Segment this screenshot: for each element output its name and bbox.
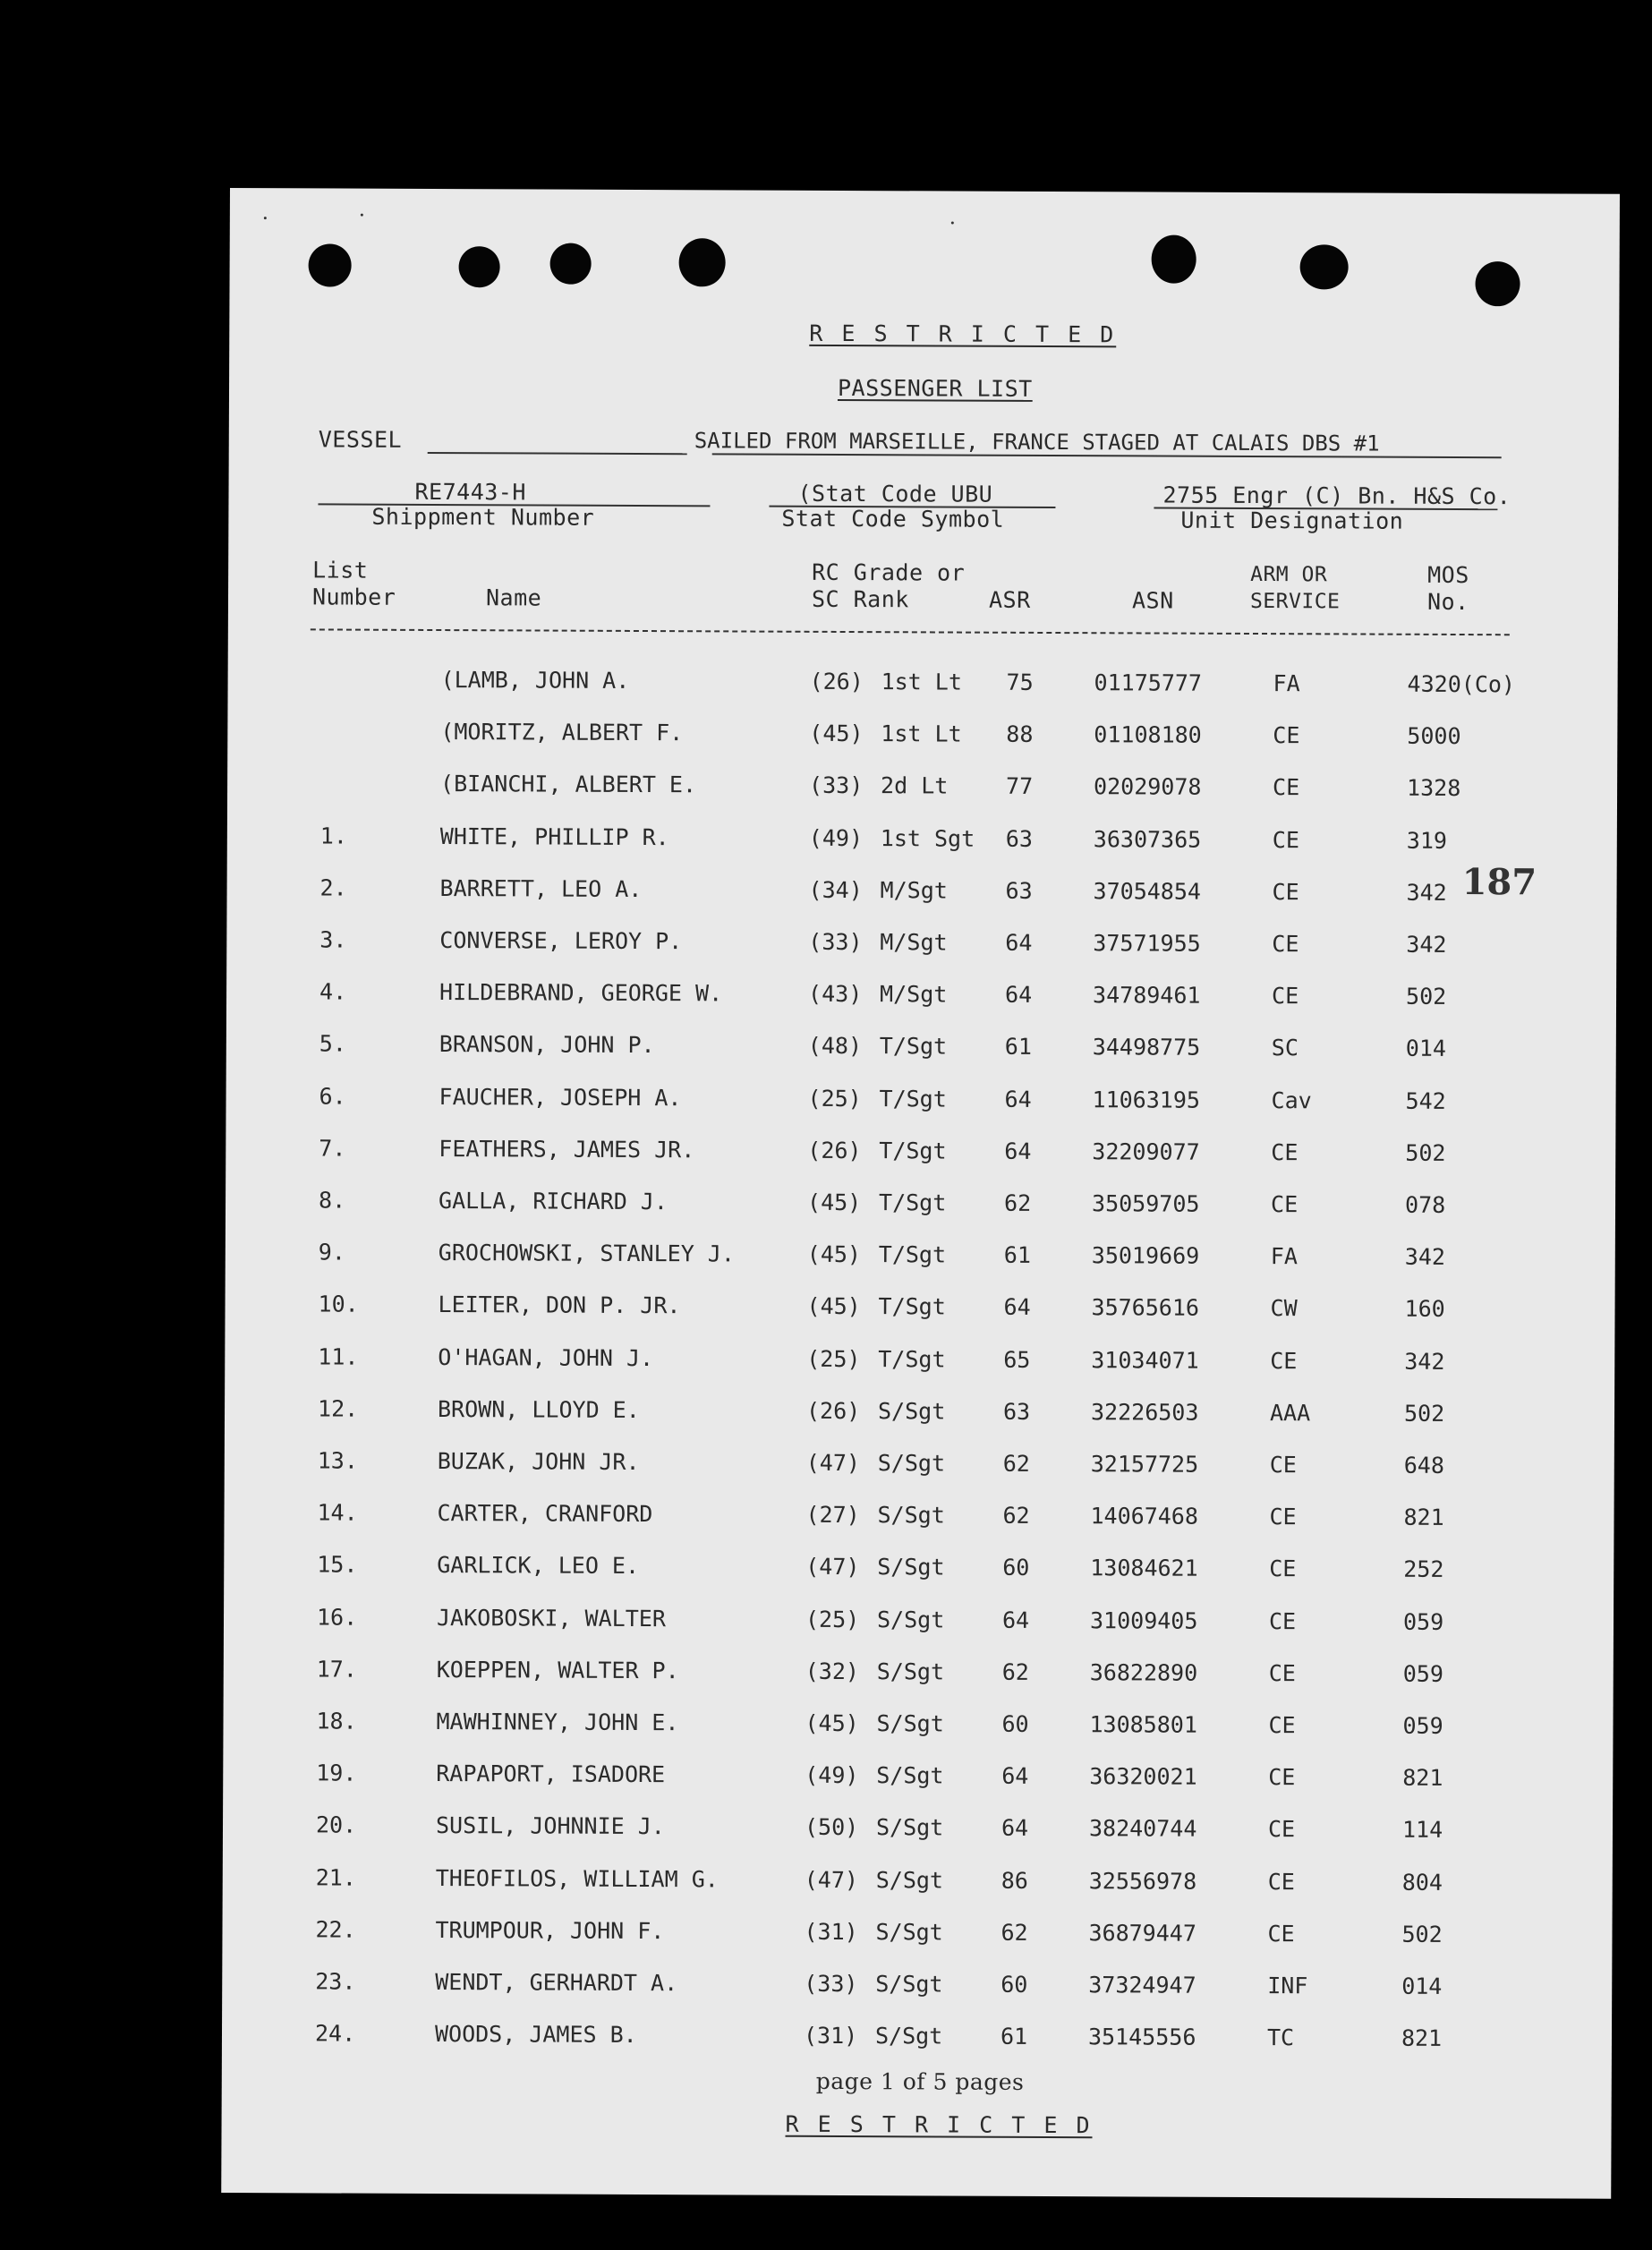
rc-grade-cell: (34)	[808, 876, 863, 903]
name-cell: (BIANCHI, ALBERT E.	[440, 771, 697, 798]
table-row	[224, 1656, 1614, 1698]
name-cell: (LAMB, JOHN A.	[440, 667, 630, 694]
list-number-cell: 14.	[317, 1499, 358, 1526]
rank-cell: 1st Lt	[881, 669, 962, 695]
rc-grade-cell: (25)	[806, 1345, 861, 1372]
asn-cell: 14067468	[1090, 1503, 1199, 1530]
arm-service-cell: CE	[1268, 1764, 1296, 1791]
table-row	[226, 1187, 1615, 1229]
rc-grade-cell: (33)	[809, 772, 864, 799]
arm-service-cell: CE	[1268, 1607, 1297, 1634]
asn-cell: 35019669	[1091, 1242, 1200, 1269]
arm-service-cell: CE	[1270, 1191, 1299, 1218]
asr-cell: 64	[1001, 1607, 1030, 1633]
name-cell: CARTER, CRANFORD	[437, 1500, 653, 1528]
asn-cell: 13085801	[1089, 1711, 1198, 1738]
list-number-cell: 11.	[318, 1343, 359, 1370]
rank-cell: T/Sgt	[878, 1189, 947, 1216]
asn-cell: 32157725	[1090, 1451, 1199, 1478]
asn-cell: 31034071	[1091, 1346, 1199, 1374]
column-header-asr: ASR	[988, 586, 1031, 613]
rc-grade-cell: (50)	[804, 1814, 859, 1841]
asn-cell: 35059705	[1091, 1190, 1200, 1217]
rank-cell: S/Sgt	[875, 1866, 944, 1894]
table-row	[227, 822, 1617, 865]
punch-hole	[679, 238, 726, 286]
arm-service-cell: CE	[1269, 1555, 1297, 1582]
table-row	[226, 1083, 1615, 1125]
list-number-cell: 9.	[318, 1239, 345, 1266]
rc-grade-cell: (45)	[806, 1241, 862, 1268]
asn-cell: 01175777	[1094, 669, 1203, 696]
arm-service-cell: CE	[1273, 722, 1300, 749]
rank-cell: 1st Lt	[881, 720, 962, 747]
punch-hole	[459, 246, 500, 287]
asn-cell: 36307365	[1093, 825, 1202, 853]
asr-cell: 86	[1001, 1867, 1028, 1894]
rc-grade-cell: (33)	[808, 928, 863, 956]
name-cell: O'HAGAN, JOHN J.	[438, 1343, 654, 1371]
asr-cell: 75	[1006, 669, 1034, 695]
table-row	[223, 1864, 1613, 1906]
list-number-cell: 24.	[314, 2020, 356, 2047]
asr-cell: 63	[1002, 1398, 1031, 1425]
rank-cell: S/Sgt	[875, 1918, 943, 1946]
asn-cell: 36879447	[1088, 1920, 1196, 1947]
table-row	[222, 1916, 1612, 1958]
asn-cell: 32226503	[1090, 1399, 1199, 1426]
list-number-cell: 19.	[316, 1760, 357, 1786]
asr-cell: 65	[1003, 1346, 1031, 1373]
rc-grade-cell: (47)	[805, 1554, 860, 1581]
asn-cell: 37054854	[1093, 878, 1202, 905]
name-cell: CONVERSE, LEROY P.	[439, 927, 683, 955]
list-number-cell: 7.	[319, 1135, 346, 1162]
arm-service-cell: CE	[1272, 826, 1300, 853]
arm-service-cell: CE	[1273, 774, 1300, 801]
document-title: PASSENGER LIST	[837, 374, 1033, 402]
asn-cell: 34789461	[1093, 982, 1201, 1009]
table-row	[224, 1499, 1614, 1541]
arm-service-cell: CE	[1267, 1868, 1295, 1895]
stat-code-value: (Stat Code UBU	[797, 480, 993, 507]
column-header-grade: RC Grade or SC Rank	[811, 558, 966, 613]
mos-cell: 252	[1403, 1556, 1444, 1583]
table-row	[226, 926, 1616, 968]
rc-grade-cell: (26)	[807, 1137, 862, 1163]
name-cell: LEITER, DON P. JR.	[438, 1291, 681, 1319]
name-cell: BROWN, LLOYD E.	[437, 1395, 640, 1423]
table-row	[227, 666, 1617, 708]
column-header-asn: ASN	[1131, 587, 1174, 614]
name-cell: HILDEBRAND, GEORGE W.	[439, 979, 723, 1007]
asr-cell: 64	[1001, 1815, 1029, 1842]
name-cell: BUZAK, JOHN JR.	[437, 1448, 640, 1476]
paper-speck	[361, 214, 363, 217]
rank-cell: T/Sgt	[878, 1345, 946, 1373]
table-row	[223, 1760, 1613, 1802]
name-cell: GALLA, RICHARD J.	[439, 1188, 668, 1215]
name-cell: SUSIL, JOHNNIE J.	[435, 1812, 665, 1840]
name-cell: WOODS, JAMES B.	[434, 2021, 637, 2049]
mos-cell: 804	[1401, 1869, 1443, 1896]
rank-cell: T/Sgt	[878, 1293, 946, 1320]
rc-grade-cell: (27)	[805, 1502, 860, 1529]
punch-hole	[309, 243, 352, 286]
asr-cell: 64	[1004, 1086, 1032, 1112]
asr-cell: 77	[1006, 773, 1034, 800]
list-number-cell: 16.	[316, 1604, 358, 1631]
table-row	[226, 874, 1616, 916]
mos-cell: 4320(Co)	[1407, 670, 1516, 698]
name-cell: GARLICK, LEO E.	[437, 1552, 640, 1580]
list-number-cell: 22.	[315, 1916, 356, 1943]
table-row	[226, 1135, 1615, 1177]
shipment-number-value: RE7443-H	[414, 478, 527, 506]
list-number-cell: 15.	[317, 1551, 358, 1579]
punch-hole	[550, 243, 592, 285]
asr-cell: 60	[1001, 1710, 1029, 1737]
asr-cell: 62	[1001, 1658, 1029, 1685]
mos-cell: 502	[1403, 1400, 1445, 1427]
mos-cell: 114	[1401, 1817, 1443, 1844]
asn-cell: 35145556	[1087, 2024, 1196, 2050]
arm-service-cell: AAA	[1269, 1399, 1311, 1427]
name-cell: THEOFILOS, WILLIAM G.	[435, 1864, 719, 1892]
paper-speck	[264, 217, 267, 219]
list-number-cell: 8.	[319, 1187, 346, 1214]
asn-cell: 36320021	[1089, 1763, 1197, 1790]
rank-cell: 2d Lt	[881, 772, 949, 799]
mos-cell: 5000	[1407, 722, 1461, 750]
bottom-restricted-heading: R E S T R I C T E D	[785, 2110, 1093, 2139]
list-number-cell: 18.	[316, 1708, 357, 1734]
table-row	[223, 1708, 1613, 1750]
punch-hole	[1300, 244, 1349, 289]
rc-grade-cell: (48)	[807, 1033, 863, 1060]
rank-cell: 1st Sgt	[880, 824, 975, 852]
table-row	[225, 1343, 1614, 1385]
rank-cell: S/Sgt	[877, 1502, 945, 1529]
asn-cell: 13084621	[1090, 1555, 1198, 1582]
rc-grade-cell: (49)	[808, 824, 864, 851]
list-number-cell: 13.	[317, 1447, 359, 1474]
mos-cell: 342	[1406, 931, 1447, 958]
rank-cell: M/Sgt	[880, 876, 948, 904]
rc-grade-cell: (45)	[809, 720, 864, 747]
asn-cell: 32556978	[1088, 1867, 1197, 1895]
mos-cell: 821	[1402, 1764, 1443, 1792]
name-cell: FAUCHER, JOSEPH A.	[439, 1083, 682, 1111]
asr-cell: 60	[1002, 1555, 1030, 1581]
top-restricted-heading: R E S T R I C T E D	[809, 320, 1117, 348]
table-row	[227, 718, 1617, 760]
list-number-cell: 5.	[319, 1030, 347, 1057]
rc-grade-cell: (47)	[805, 1449, 861, 1477]
mos-cell: 059	[1402, 1660, 1443, 1687]
asr-cell: 62	[1002, 1502, 1030, 1530]
table-row	[222, 2020, 1612, 2062]
rank-cell: S/Sgt	[875, 1814, 944, 1841]
rc-grade-cell: (45)	[806, 1293, 861, 1320]
vessel-label: VESSEL	[318, 426, 403, 453]
rank-cell: S/Sgt	[877, 1450, 946, 1477]
arm-service-cell: Cav	[1271, 1087, 1312, 1113]
mos-cell: 059	[1402, 1608, 1444, 1635]
arm-service-cell: CE	[1267, 1920, 1295, 1947]
mos-cell: 059	[1402, 1712, 1443, 1739]
arm-service-cell: CE	[1272, 878, 1299, 906]
asr-cell: 62	[1003, 1189, 1032, 1216]
arm-service-cell: SC	[1271, 1035, 1299, 1061]
asr-cell: 61	[1004, 1034, 1032, 1061]
asr-cell: 61	[1003, 1241, 1031, 1269]
name-cell: KOEPPEN, WALTER P.	[436, 1656, 679, 1684]
rc-grade-cell: (49)	[805, 1762, 859, 1789]
asr-cell: 64	[1001, 1762, 1029, 1790]
table-row	[225, 1291, 1614, 1333]
asr-cell: 63	[1005, 825, 1034, 852]
asn-cell: 11063195	[1092, 1086, 1201, 1113]
rc-grade-cell: (45)	[806, 1189, 862, 1216]
document-page	[221, 188, 1620, 2199]
rc-grade-cell: (31)	[804, 1918, 858, 1945]
asn-cell: 32209077	[1092, 1138, 1200, 1165]
asr-cell: 64	[1005, 981, 1033, 1009]
mos-cell: 342	[1404, 1348, 1445, 1375]
table-row	[222, 1968, 1612, 2010]
mos-cell: 014	[1401, 1973, 1443, 1999]
rank-cell: S/Sgt	[876, 1658, 945, 1685]
name-cell: RAPAPORT, ISADORE	[436, 1760, 666, 1788]
asn-cell: 02029078	[1094, 773, 1202, 801]
asr-cell: 63	[1005, 877, 1033, 904]
rc-grade-cell: (43)	[808, 981, 863, 1008]
name-cell: MAWHINNEY, JOHN E.	[436, 1709, 679, 1736]
rank-cell: M/Sgt	[880, 981, 948, 1008]
asn-cell: 36822890	[1089, 1659, 1198, 1686]
name-cell: JAKOBOSKI, WALTER	[436, 1604, 666, 1632]
asr-cell: 62	[1001, 1919, 1028, 1946]
rank-cell: S/Sgt	[877, 1397, 946, 1425]
mos-cell: 648	[1403, 1452, 1445, 1479]
unit-designation-label: Unit Designation	[1180, 507, 1404, 534]
arm-service-cell: CE	[1268, 1712, 1296, 1739]
arm-service-cell: CE	[1271, 1138, 1299, 1166]
asn-cell: 01108180	[1094, 721, 1202, 748]
table-row	[226, 1239, 1615, 1281]
asn-cell: 34498775	[1092, 1034, 1201, 1061]
mos-cell: 160	[1404, 1296, 1445, 1323]
list-number-cell: 6.	[319, 1083, 346, 1110]
list-number-cell: 10.	[318, 1291, 359, 1318]
mos-cell: 342	[1404, 1243, 1446, 1271]
name-cell: GROCHOWSKI, STANLEY J.	[438, 1240, 736, 1267]
mos-cell: 502	[1401, 1921, 1443, 1947]
table-row	[223, 1811, 1613, 1854]
mos-cell: 542	[1405, 1087, 1446, 1114]
rc-grade-cell: (25)	[805, 1606, 860, 1632]
arm-service-cell: CW	[1270, 1295, 1298, 1322]
header-dashed-rule	[311, 628, 1510, 635]
arm-service-cell: CE	[1267, 1816, 1296, 1843]
list-number-cell: 4.	[319, 978, 347, 1005]
arm-service-cell: INF	[1267, 1973, 1308, 1999]
asr-cell: 88	[1006, 720, 1034, 748]
rank-cell: M/Sgt	[880, 929, 948, 956]
name-cell: WHITE, PHILLIP R.	[439, 822, 669, 850]
asr-cell: 62	[1002, 1450, 1030, 1477]
rank-cell: S/Sgt	[874, 2023, 943, 2050]
rank-cell: T/Sgt	[879, 1085, 947, 1112]
list-number-cell: 3.	[319, 926, 347, 953]
name-cell: (MORITZ, ALBERT F.	[440, 719, 684, 746]
mos-cell: 078	[1404, 1191, 1446, 1218]
rc-grade-cell: (32)	[805, 1658, 860, 1684]
asn-cell: 38240744	[1088, 1815, 1197, 1843]
asn-cell: 31009405	[1089, 1607, 1198, 1634]
list-number-cell: 21.	[315, 1864, 356, 1891]
column-header-list-number: List Number	[311, 557, 396, 610]
rank-cell: T/Sgt	[878, 1241, 947, 1268]
asn-cell: 37324947	[1088, 1972, 1196, 1999]
column-header-name: Name	[485, 584, 542, 611]
rank-cell: S/Sgt	[876, 1762, 944, 1789]
rc-grade-cell: (31)	[803, 2023, 858, 2050]
mos-cell: 821	[1401, 2024, 1443, 2052]
rank-cell: S/Sgt	[875, 1971, 943, 1998]
mos-cell: 319	[1406, 827, 1448, 854]
rank-cell: T/Sgt	[879, 1033, 948, 1060]
rank-cell: S/Sgt	[876, 1606, 945, 1633]
punch-hole	[1152, 234, 1196, 283]
column-header-arm: ARM OR SERVICE	[1249, 562, 1341, 614]
rc-grade-cell: (26)	[805, 1397, 861, 1424]
asr-cell: 60	[1001, 1971, 1028, 1998]
name-cell: TRUMPOUR, JOHN F.	[435, 1916, 665, 1944]
rc-grade-cell: (45)	[805, 1709, 859, 1737]
rc-grade-cell: (47)	[804, 1866, 859, 1893]
rc-grade-cell: (26)	[809, 668, 864, 695]
list-number-cell: 12.	[317, 1395, 359, 1422]
mos-cell: 1328	[1407, 775, 1461, 802]
mos-cell: 502	[1405, 1139, 1446, 1166]
table-row	[226, 1030, 1616, 1072]
arm-service-cell: CE	[1270, 1347, 1298, 1374]
rc-grade-cell: (25)	[807, 1085, 862, 1112]
punch-hole	[1475, 261, 1520, 306]
list-number-cell: 20.	[315, 1811, 357, 1839]
rank-cell: S/Sgt	[876, 1710, 944, 1737]
rank-cell: T/Sgt	[879, 1137, 947, 1164]
table-row	[226, 978, 1616, 1020]
name-cell: BRANSON, JOHN P.	[439, 1031, 655, 1059]
sailed-from-text: SAILED FROM MARSEILLE, FRANCE STAGED AT CALAIS DBS #1	[694, 428, 1380, 456]
arm-service-cell: FA	[1273, 670, 1300, 697]
mos-cell: 821	[1403, 1504, 1444, 1531]
arm-service-cell: TC	[1266, 2024, 1295, 2051]
asr-cell: 64	[1003, 1294, 1031, 1321]
list-number-cell: 23.	[315, 1968, 356, 1995]
name-cell: WENDT, GERHARDT A.	[435, 1969, 678, 1997]
list-number-cell: 1.	[319, 822, 348, 849]
asr-cell: 64	[1005, 929, 1033, 956]
table-row	[224, 1551, 1614, 1593]
table-row	[225, 1395, 1614, 1437]
mos-cell: 014	[1405, 1036, 1447, 1062]
arm-service-cell: FA	[1270, 1243, 1298, 1270]
page-indicator: page 1 of 5 pages	[815, 2067, 1025, 2095]
mos-cell: 502	[1406, 983, 1447, 1010]
unit-designation-value: 2755 Engr (C) Bn. H&S Co.	[1162, 482, 1511, 510]
name-cell: FEATHERS, JAMES JR.	[439, 1135, 695, 1163]
handwritten-page-number: 187	[1461, 861, 1537, 904]
table-row	[227, 770, 1617, 812]
asn-cell: 35765616	[1091, 1294, 1200, 1322]
list-number-cell: 2.	[319, 874, 347, 901]
arm-service-cell: CE	[1269, 1452, 1297, 1479]
paper-speck	[951, 222, 954, 225]
arm-service-cell: CE	[1268, 1659, 1296, 1687]
table-row	[224, 1604, 1614, 1646]
vessel-line	[428, 452, 687, 455]
arm-service-cell: CE	[1269, 1504, 1297, 1530]
name-cell: BARRETT, LEO A.	[439, 874, 643, 902]
mos-cell: 342	[1406, 879, 1447, 906]
table-row	[225, 1447, 1614, 1489]
rank-cell: S/Sgt	[877, 1554, 945, 1581]
list-number-cell: 17.	[316, 1656, 357, 1683]
asr-cell: 61	[1000, 2023, 1028, 2050]
shipment-number-label: Shippment Number	[371, 503, 595, 531]
arm-service-cell: CE	[1272, 931, 1299, 958]
arm-service-cell: CE	[1272, 983, 1299, 1010]
stat-code-label: Stat Code Symbol	[781, 505, 1005, 533]
asr-cell: 64	[1004, 1138, 1032, 1164]
column-header-mos: MOS No.	[1426, 561, 1469, 616]
asn-cell: 37571955	[1093, 930, 1201, 957]
rc-grade-cell: (33)	[804, 1970, 858, 1998]
